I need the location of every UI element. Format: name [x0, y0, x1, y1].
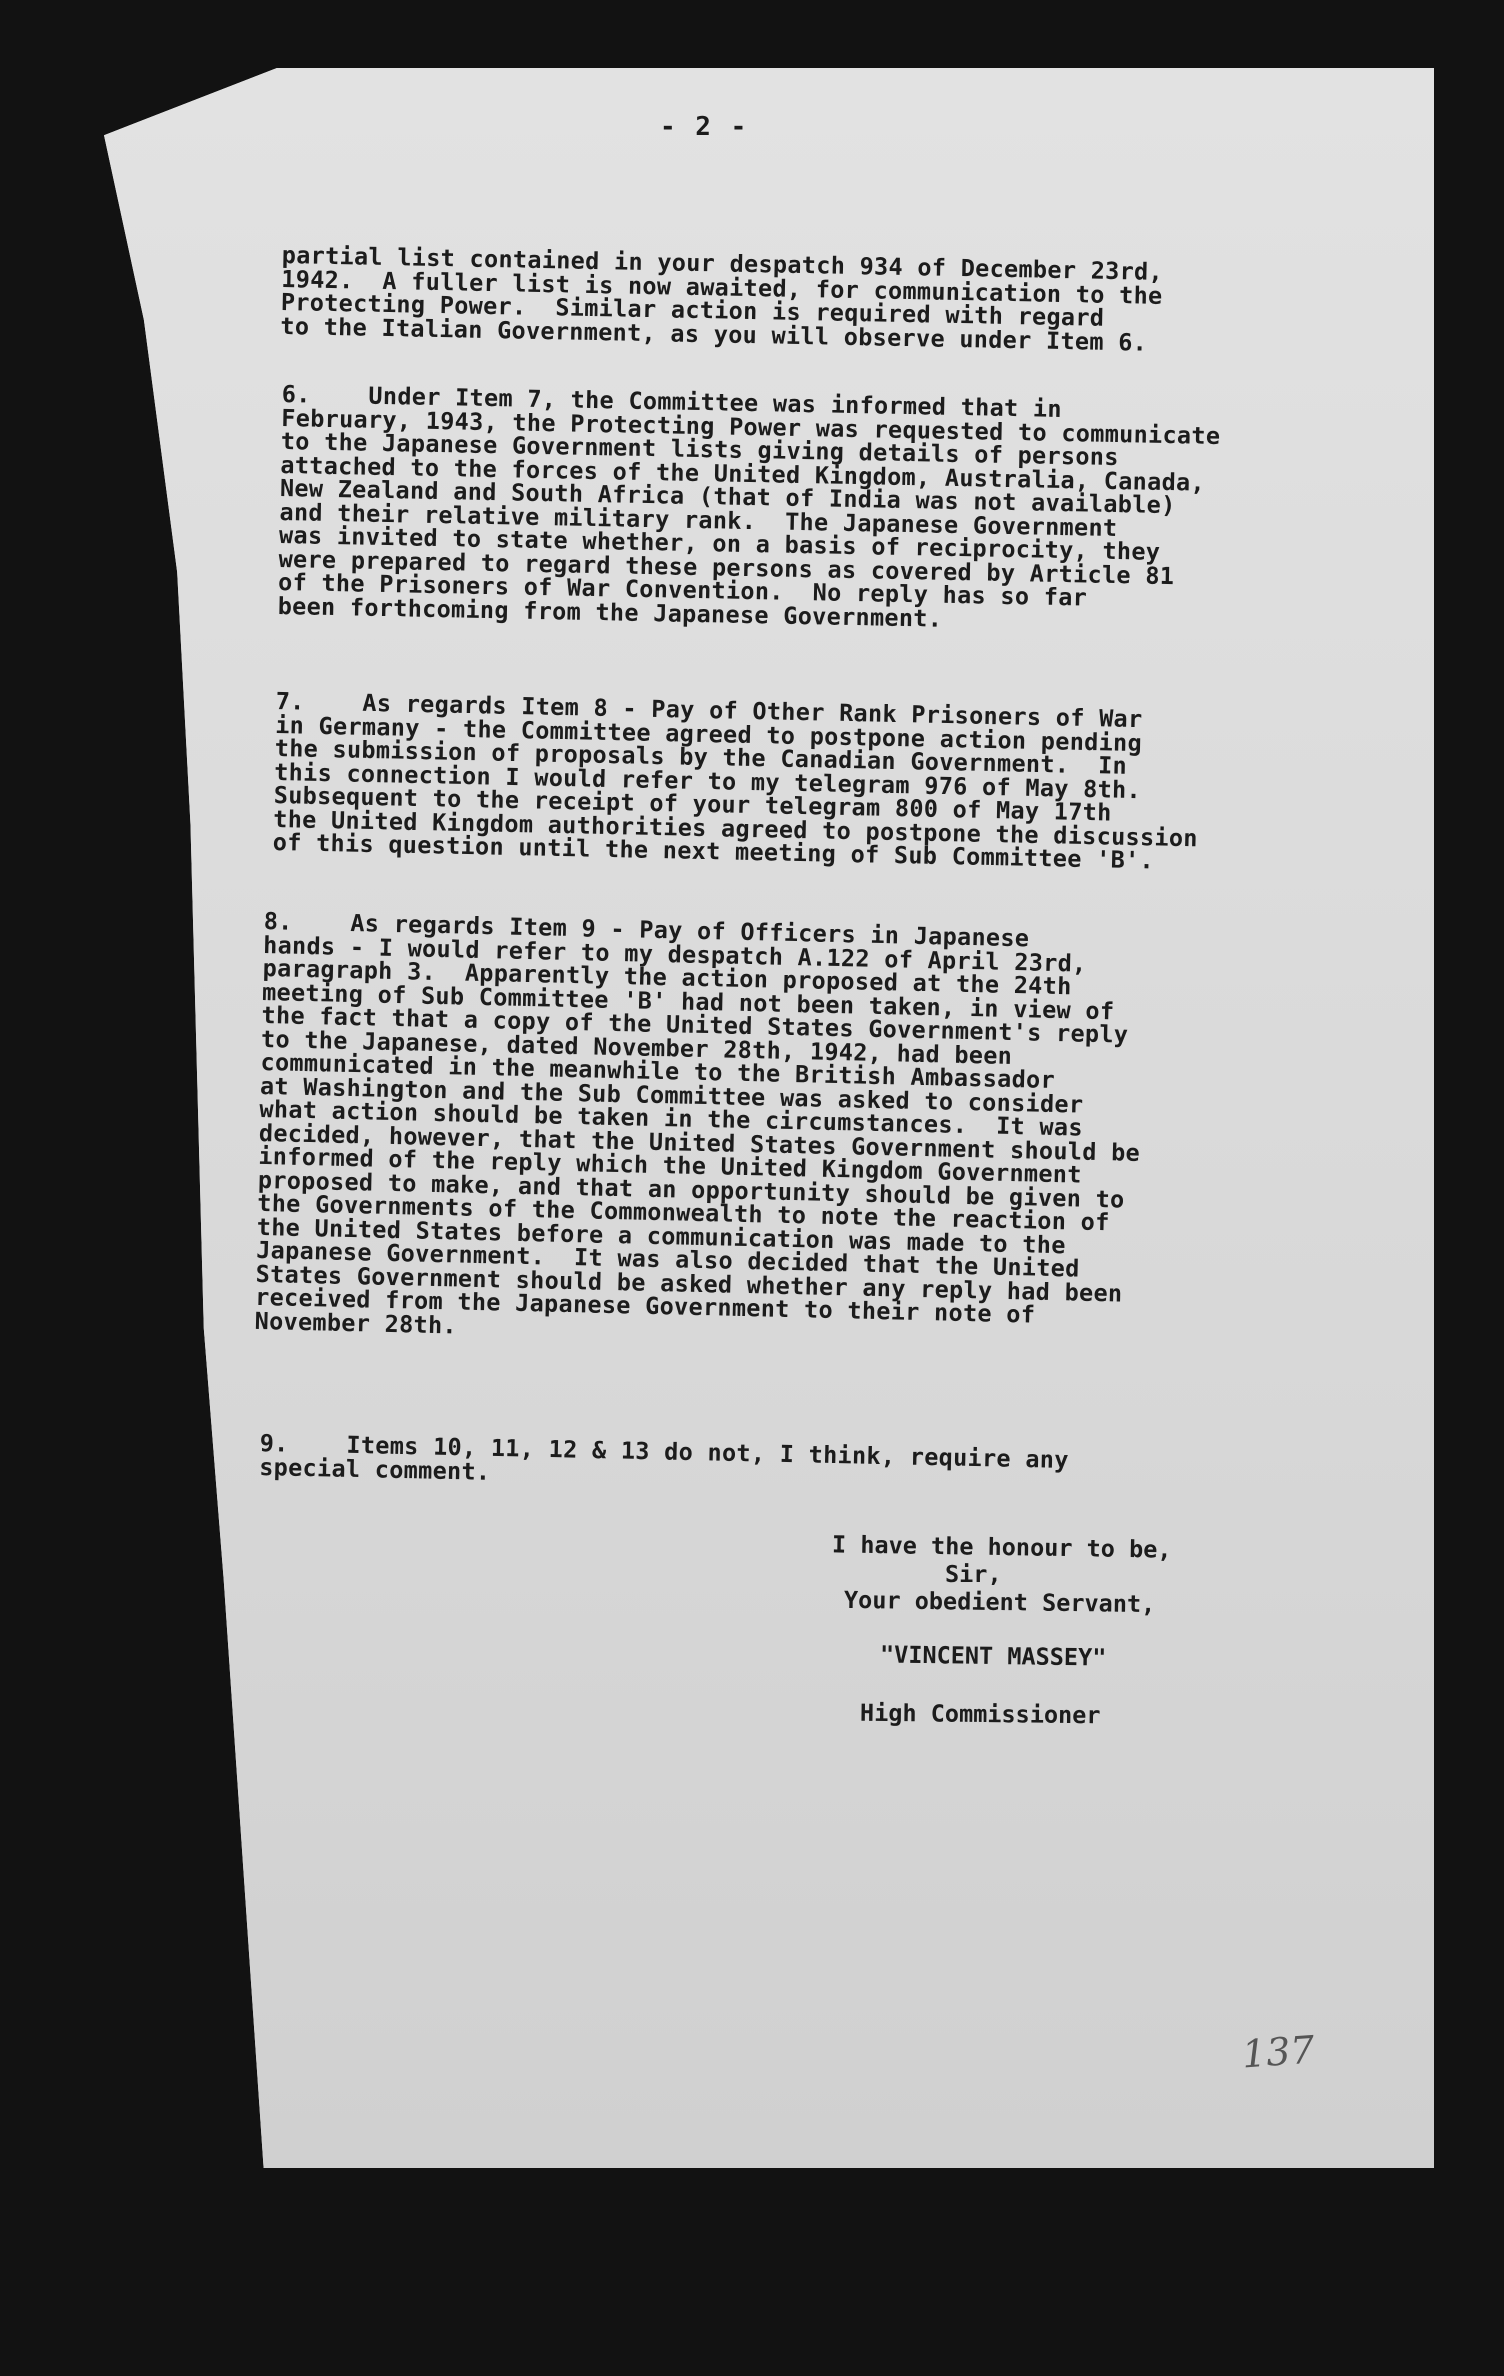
- closing-servant-line: Your obedient Servant,: [843, 1585, 1156, 1619]
- handwritten-page-number: 137: [1240, 2027, 1316, 2077]
- paragraph-6: 6. Under Item 7, the Committee was informed that in February, 1943, the Protecting Power was requested to communicate to the Japanese Government lists giving details of persons attached to the forces of the United Kingdom, Australia, Canada, New Zealand and South Africa (that of India was not available) and their relative military rank. The Japanese Government was invited to state whether, on a basis of reciprocity, they were prepared to regard these persons as covered by Article 81 of the Prisoners of War Convention. No reply has so far been forthcoming from the Japanese Government.: [277, 380, 1221, 633]
- closing-salutation: Sir,: [945, 1560, 1002, 1588]
- paragraph-continuation: partial list contained in your despatch 934 of December 23rd, 1942. A fuller list is now awaited, for communication to the Protecting Power. Similar action is required with regard to the Italian Government, as you will observe under Item 6.: [280, 241, 1164, 357]
- page-number: - 2 -: [660, 112, 749, 142]
- signature-name: "VINCENT MASSEY": [879, 1640, 1107, 1672]
- closing-honour-line: I have the honour to be,: [831, 1530, 1172, 1564]
- paragraph-7: 7. As regards Item 8 - Pay of Other Rank Prisoners of War in Germany - the Committee agreed to postpone action pending the submission of proposals by the Canadian Government. In this connection I would refer to my telegram 976 of May 8th. Subsequent to the receipt of your telegram 800 of May 17th the United Kingdom authorities agreed to postpone the discussion of this question until the next meeting of Sub Committee 'B'.: [272, 687, 1199, 875]
- signature-title: High Commissioner: [859, 1698, 1101, 1730]
- paragraph-9: 9. Items 10, 11, 12 & 13 do not, I think, require any special comment.: [258, 1429, 1069, 1486]
- paragraph-8: 8. As regards Item 9 - Pay of Officers in Japanese hands - I would refer to my despatch A.122 of April 23rd, paragraph 3. Apparently the action proposed at the 24th meeting of Sub Committee 'B' had not been taken, in view of the fact that a copy of the United States Government's reply to the Japanese, dated November 28th, 1942, had been communicated in the meanwhile to the British Ambassador at Washington and the Sub Committee was asked to consider what action should be taken in the circumstances. It was decided, however, that the United States Government should be informed of the reply which the United Kingdom Government proposed to make, and that an opportunity should be given to the Governments of the Commonwealth to note the reaction of the United States before a communication was made to the Japanese Government. It was also decided that the United States Government should be asked whether any reply had been received from the Japanese Government to their note of November 28th.: [254, 907, 1141, 1339]
